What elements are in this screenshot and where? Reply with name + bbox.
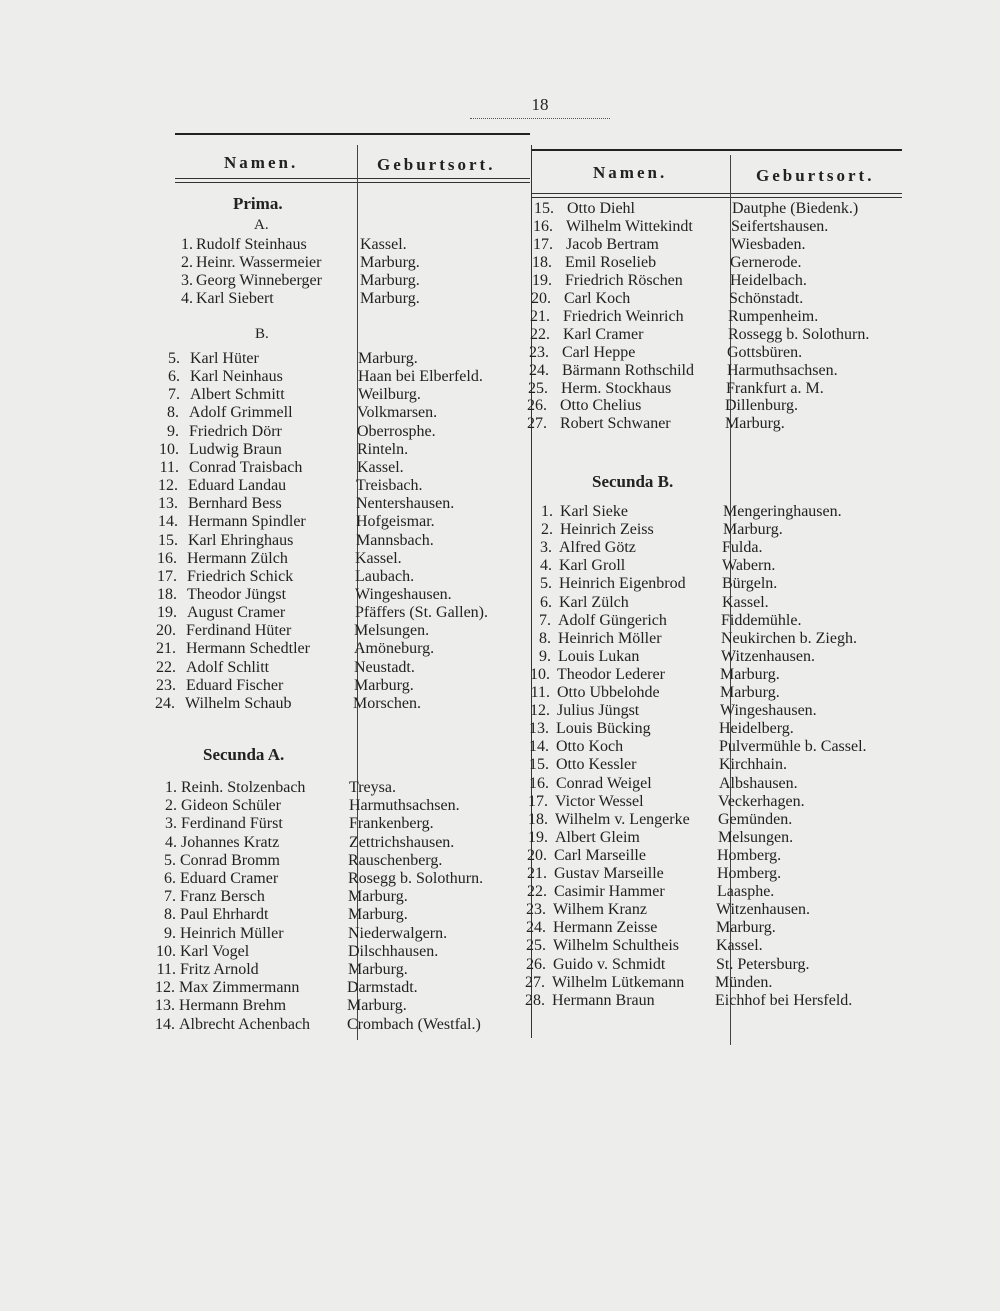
entry-birthplace: Homberg.	[717, 847, 782, 864]
entry-birthplace: Kassel.	[722, 594, 769, 611]
header-rule-right-2	[532, 197, 902, 198]
entry-number: 12.	[155, 979, 175, 996]
entry-number: 9.	[539, 648, 551, 665]
entry-number: 20.	[156, 622, 176, 639]
section-prima-a-label: A.	[254, 217, 269, 233]
entry-birthplace: Witzenhausen.	[721, 648, 815, 665]
entry-number: 15.	[534, 200, 554, 217]
entry-name: Ferdinand Fürst	[181, 815, 283, 832]
entry-birthplace: Veckerhagen.	[718, 793, 805, 810]
entry-name: Otto Chelius	[560, 397, 642, 414]
entry-name: Reinh. Stolzenbach	[181, 779, 306, 796]
entry-birthplace: Seifertshausen.	[731, 218, 829, 235]
entry-name: Wilhelm Schultheis	[553, 937, 680, 954]
entry-name: Wilhelm Schaub	[185, 695, 292, 712]
entry-name: Hermann Brehm	[179, 997, 287, 1014]
entry-birthplace: Witzenhausen.	[716, 901, 810, 918]
entry-birthplace: Marburg.	[358, 350, 418, 367]
entry-name: Wilhelm Wittekindt	[566, 218, 693, 235]
entry-birthplace: Rossegg b. Solothurn.	[728, 326, 870, 343]
entry-name: Adolf Schlitt	[186, 659, 270, 676]
entry-number: 12.	[158, 477, 178, 494]
entry-birthplace: Marburg.	[348, 961, 408, 978]
entry-birthplace: Marburg.	[725, 415, 785, 432]
entry-number: 21.	[156, 640, 176, 657]
entry-number: 11.	[159, 459, 179, 476]
entry-number: 23.	[529, 344, 549, 361]
entry-name: Friedrich Schick	[187, 568, 294, 585]
entry-name: Bernhard Bess	[188, 495, 282, 512]
entry-number: 6.	[168, 368, 180, 385]
entry-number: 16.	[533, 218, 553, 235]
entry-number: 28.	[525, 992, 545, 1009]
entry-name: Karl Ehringhaus	[188, 532, 294, 549]
entry-name: Georg Winneberger	[196, 272, 322, 289]
entry-number: 11.	[530, 684, 550, 701]
entry-birthplace: Morschen.	[353, 695, 421, 712]
entry-birthplace: Kassel.	[716, 937, 763, 954]
page-number: 18	[531, 95, 549, 114]
entry-name: Eduard Cramer	[180, 870, 279, 887]
entry-birthplace: Zettrichshausen.	[349, 834, 455, 851]
entry-name: Adolf Grimmell	[189, 404, 293, 421]
entry-name: Gideon Schüler	[181, 797, 281, 814]
entry-birthplace: Albshausen.	[719, 775, 798, 792]
page-number-rule	[470, 118, 610, 119]
entry-number: 23.	[156, 677, 176, 694]
entry-number: 10.	[530, 666, 550, 683]
entry-name: Jacob Bertram	[566, 236, 659, 253]
entry-name: Carl Heppe	[562, 344, 636, 361]
entry-birthplace: Marburg.	[360, 254, 420, 271]
entry-birthplace: Kassel.	[357, 459, 404, 476]
entry-number: 8.	[167, 404, 179, 421]
entry-number: 25.	[526, 937, 546, 954]
entry-name: Wilhelm Lütkemann	[552, 974, 685, 991]
entry-number: 18.	[157, 586, 177, 603]
entry-name: Karl Siebert	[196, 290, 274, 307]
entry-name: Carl Koch	[564, 290, 631, 307]
entry-name: Victor Wessel	[555, 793, 644, 810]
entry-number: 20.	[527, 847, 547, 864]
entry-name: Herm. Stockhaus	[561, 380, 672, 397]
entry-birthplace: Wabern.	[722, 557, 776, 574]
entry-number: 11.	[156, 961, 176, 978]
entry-number: 23.	[526, 901, 546, 918]
entry-number: 7.	[168, 386, 180, 403]
entry-number: 7.	[164, 888, 176, 905]
entry-number: 5.	[540, 575, 552, 592]
entry-birthplace: Marburg.	[716, 919, 776, 936]
entry-birthplace: Marburg.	[354, 677, 414, 694]
entry-birthplace: Melsungen.	[718, 829, 794, 846]
entry-birthplace: Neustadt.	[354, 659, 415, 676]
entry-number: 1.	[541, 503, 553, 520]
entry-number: 10.	[159, 441, 179, 458]
entry-number: 26.	[526, 956, 546, 973]
entry-number: 8.	[539, 630, 551, 647]
entry-birthplace: Fiddemühle.	[721, 612, 802, 629]
entry-number: 16.	[157, 550, 177, 567]
entry-birthplace: Hofgeismar.	[356, 513, 435, 530]
entry-name: Rudolf Steinhaus	[196, 236, 307, 253]
entry-birthplace: Marburg.	[720, 684, 780, 701]
entry-birthplace: Gottsbüren.	[727, 344, 803, 361]
entry-birthplace: Harmuthsachsen.	[727, 362, 838, 379]
entry-birthplace: Laubach.	[355, 568, 415, 585]
entry-number: 4.	[181, 290, 193, 307]
entry-birthplace: Rauschenberg.	[348, 852, 443, 869]
entry-birthplace: St. Petersburg.	[716, 956, 810, 973]
entry-number: 3.	[181, 272, 193, 289]
entry-birthplace: Treysa.	[349, 779, 396, 796]
entry-name: Friedrich Weinrich	[563, 308, 684, 325]
header-right-name: Namen.	[593, 163, 668, 182]
top-rule-left	[175, 133, 530, 135]
entry-name: Ludwig Braun	[189, 441, 282, 458]
entry-number: 14.	[155, 1016, 175, 1033]
entry-number: 15.	[529, 756, 549, 773]
entry-name: Wilhelm v. Lengerke	[555, 811, 690, 828]
entry-number: 14.	[158, 513, 178, 530]
entry-birthplace: Haan bei Elberfeld.	[358, 368, 483, 385]
section-secunda-a-title: Secunda A.	[203, 745, 285, 764]
entry-name: Hermann Spindler	[188, 513, 306, 530]
entry-number: 20.	[531, 290, 551, 307]
entry-name: Hermann Zeisse	[553, 919, 658, 936]
entry-name: Hermann Zülch	[187, 550, 288, 567]
entry-number: 22.	[527, 883, 547, 900]
entry-number: 25.	[528, 380, 548, 397]
entry-birthplace: Dautphe (Biedenk.)	[732, 200, 859, 217]
entry-name: Otto Ubbelohde	[557, 684, 660, 701]
entry-number: 13.	[529, 720, 549, 737]
entry-number: 17.	[528, 793, 548, 810]
entry-number: 12.	[530, 702, 550, 719]
entry-name: Wilhem Kranz	[553, 901, 647, 918]
entry-name: Karl Zülch	[559, 594, 629, 611]
entry-name: Heinr. Wassermeier	[196, 254, 322, 271]
entry-name: Guido v. Schmidt	[553, 956, 666, 973]
entry-birthplace: Neukirchen b. Ziegh.	[721, 630, 857, 647]
entry-birthplace: Wingeshausen.	[355, 586, 452, 603]
entry-name: Otto Diehl	[567, 200, 635, 217]
entry-birthplace: Oberrosphe.	[357, 423, 436, 440]
entry-number: 8.	[164, 906, 176, 923]
entry-name: Hermann Schedtler	[186, 640, 310, 657]
entry-number: 21.	[527, 865, 547, 882]
entry-name: Otto Kessler	[556, 756, 637, 773]
header-left-place: Geburtsort.	[377, 155, 496, 174]
entry-name: August Cramer	[187, 604, 286, 621]
section-prima-b-label: B.	[255, 326, 269, 342]
entry-birthplace: Homberg.	[717, 865, 782, 882]
entry-number: 22.	[156, 659, 176, 676]
entry-name: Emil Roselieb	[565, 254, 657, 271]
entry-name: Alfred Götz	[559, 539, 636, 556]
entry-number: 16.	[529, 775, 549, 792]
entry-birthplace: Crombach (Westfal.)	[347, 1016, 481, 1033]
entry-number: 7.	[539, 612, 551, 629]
entry-birthplace: Rinteln.	[357, 441, 409, 458]
entry-birthplace: Eichhof bei Hersfeld.	[715, 992, 853, 1009]
entry-name: Heinrich Müller	[180, 925, 284, 942]
entry-name: Johannes Kratz	[181, 834, 280, 851]
entry-name: Louis Bücking	[556, 720, 651, 737]
entry-number: 24.	[526, 919, 546, 936]
entry-number: 13.	[155, 997, 175, 1014]
entry-number: 21.	[530, 308, 550, 325]
header-left-name: Namen.	[224, 153, 299, 172]
entry-birthplace: Heidelbach.	[730, 272, 807, 289]
entry-name: Conrad Traisbach	[189, 459, 303, 476]
entry-number: 1.	[165, 779, 177, 796]
entry-name: Albert Schmitt	[190, 386, 285, 403]
entry-number: 27.	[527, 415, 547, 432]
entry-birthplace: Fulda.	[722, 539, 763, 556]
entry-number: 5.	[168, 350, 180, 367]
entry-name: Otto Koch	[556, 738, 624, 755]
entry-birthplace: Marburg.	[348, 888, 408, 905]
entry-number: 17.	[533, 236, 553, 253]
entry-number: 4.	[540, 557, 552, 574]
entry-birthplace: Frankenberg.	[349, 815, 434, 832]
entry-birthplace: Rosegg b. Solothurn.	[348, 870, 484, 887]
entry-birthplace: Marburg.	[723, 521, 783, 538]
entry-name: Paul Ehrhardt	[180, 906, 269, 923]
entry-birthplace: Münden.	[715, 974, 773, 991]
entry-number: 9.	[164, 925, 176, 942]
entry-birthplace: Schönstadt.	[729, 290, 804, 307]
entry-number: 2.	[541, 521, 553, 538]
entry-birthplace: Bürgeln.	[722, 575, 778, 592]
section-prima-title: Prima.	[233, 194, 283, 213]
entry-name: Karl Sieke	[560, 503, 628, 520]
entry-name: Karl Hüter	[190, 350, 259, 367]
header-rule-right-1	[532, 193, 902, 194]
entry-birthplace: Kassel.	[360, 236, 407, 253]
entry-name: Hermann Braun	[552, 992, 655, 1009]
entry-number: 19.	[157, 604, 177, 621]
entry-name: Theodor Lederer	[557, 666, 665, 683]
entry-name: Julius Jüngst	[557, 702, 640, 719]
entry-name: Ferdinand Hüter	[186, 622, 292, 639]
entry-birthplace: Harmuthsachsen.	[349, 797, 460, 814]
entry-name: Gustav Marseille	[554, 865, 664, 882]
entry-name: Karl Cramer	[563, 326, 644, 343]
entry-birthplace: Treisbach.	[356, 477, 423, 494]
entry-birthplace: Nentershausen.	[356, 495, 455, 512]
entry-number: 3.	[165, 815, 177, 832]
entry-number: 6.	[164, 870, 176, 887]
entry-birthplace: Marburg.	[347, 997, 407, 1014]
entry-name: Albrecht Achenbach	[179, 1016, 311, 1033]
entry-birthplace: Marburg.	[348, 906, 408, 923]
entry-number: 10.	[156, 943, 176, 960]
header-rule-left-2	[175, 182, 530, 183]
entry-birthplace: Weilburg.	[358, 386, 421, 403]
entry-birthplace: Frankfurt a. M.	[726, 380, 824, 397]
entry-name: Robert Schwaner	[560, 415, 671, 432]
entry-name: Heinrich Möller	[558, 630, 662, 647]
entry-number: 1.	[181, 236, 193, 253]
entry-birthplace: Mengeringhausen.	[723, 503, 842, 520]
entry-birthplace: Rumpenheim.	[728, 308, 819, 325]
entry-birthplace: Marburg.	[360, 272, 420, 289]
entry-name: Karl Groll	[559, 557, 626, 574]
entry-birthplace: Gernerode.	[730, 254, 802, 271]
entry-birthplace: Gemünden.	[718, 811, 793, 828]
entry-number: 5.	[164, 852, 176, 869]
entry-number: 15.	[158, 532, 178, 549]
entry-birthplace: Dilschhausen.	[348, 943, 439, 960]
entry-name: Heinrich Eigenbrod	[559, 575, 686, 592]
entry-name: Adolf Güngerich	[558, 612, 667, 629]
entry-number: 19.	[528, 829, 548, 846]
entry-number: 22.	[530, 326, 550, 343]
entry-number: 9.	[167, 423, 179, 440]
entry-birthplace: Melsungen.	[354, 622, 430, 639]
entry-number: 3.	[540, 539, 552, 556]
entry-birthplace: Volkmarsen.	[357, 404, 438, 421]
entry-birthplace: Kassel.	[355, 550, 402, 567]
entry-number: 2.	[165, 797, 177, 814]
entry-number: 24.	[155, 695, 175, 712]
entry-birthplace: Mannsbach.	[356, 532, 434, 549]
entry-birthplace: Laasphe.	[717, 883, 775, 900]
entry-number: 2.	[181, 254, 193, 271]
entry-name: Karl Vogel	[180, 943, 250, 960]
entry-name: Carl Marseille	[554, 847, 646, 864]
entry-name: Friedrich Dörr	[189, 423, 282, 440]
entry-birthplace: Marburg.	[360, 290, 420, 307]
entry-name: Karl Neinhaus	[190, 368, 283, 385]
entry-number: 13.	[158, 495, 178, 512]
entry-number: 26.	[527, 397, 547, 414]
entry-birthplace: Wiesbaden.	[731, 236, 806, 253]
entry-name: Theodor Jüngst	[187, 586, 287, 603]
entry-name: Bärmann Rothschild	[562, 362, 694, 379]
entry-name: Fritz Arnold	[180, 961, 259, 978]
entry-birthplace: Marburg.	[720, 666, 780, 683]
entry-name: Franz Bersch	[180, 888, 265, 905]
entry-birthplace: Darmstadt.	[347, 979, 418, 996]
entry-birthplace: Amöneburg.	[354, 640, 435, 657]
entry-name: Heinrich Zeiss	[560, 521, 654, 538]
entry-number: 6.	[540, 594, 552, 611]
entry-name: Conrad Bromm	[180, 852, 280, 869]
entry-name: Max Zimmermann	[179, 979, 300, 996]
section-secunda-b-title: Secunda B.	[592, 472, 674, 491]
entry-number: 24.	[529, 362, 549, 379]
entry-name: Friedrich Röschen	[565, 272, 683, 289]
header-rule-left-1	[175, 178, 530, 179]
top-rule-right	[532, 149, 902, 151]
entry-birthplace: Pulvermühle b. Cassel.	[719, 738, 867, 755]
entry-birthplace: Wingeshausen.	[720, 702, 817, 719]
entry-number: 18.	[532, 254, 552, 271]
entry-number: 17.	[157, 568, 177, 585]
entry-name: Conrad Weigel	[556, 775, 652, 792]
header-right-place: Geburtsort.	[756, 166, 875, 185]
entry-birthplace: Dillenburg.	[725, 397, 799, 414]
entry-name: Eduard Landau	[188, 477, 287, 494]
entry-birthplace: Kirchhain.	[719, 756, 787, 773]
entry-number: 18.	[528, 811, 548, 828]
entry-birthplace: Pfäffers (St. Gallen).	[355, 604, 488, 621]
entry-name: Eduard Fischer	[186, 677, 284, 694]
entry-birthplace: Niederwalgern.	[348, 925, 448, 942]
entry-number: 4.	[165, 834, 177, 851]
entry-number: 27.	[525, 974, 545, 991]
entry-number: 14.	[529, 738, 549, 755]
entry-birthplace: Heidelberg.	[719, 720, 794, 737]
entry-name: Casimir Hammer	[554, 883, 665, 900]
entry-number: 19.	[532, 272, 552, 289]
entry-name: Albert Gleim	[555, 829, 640, 846]
entry-name: Louis Lukan	[558, 648, 640, 665]
